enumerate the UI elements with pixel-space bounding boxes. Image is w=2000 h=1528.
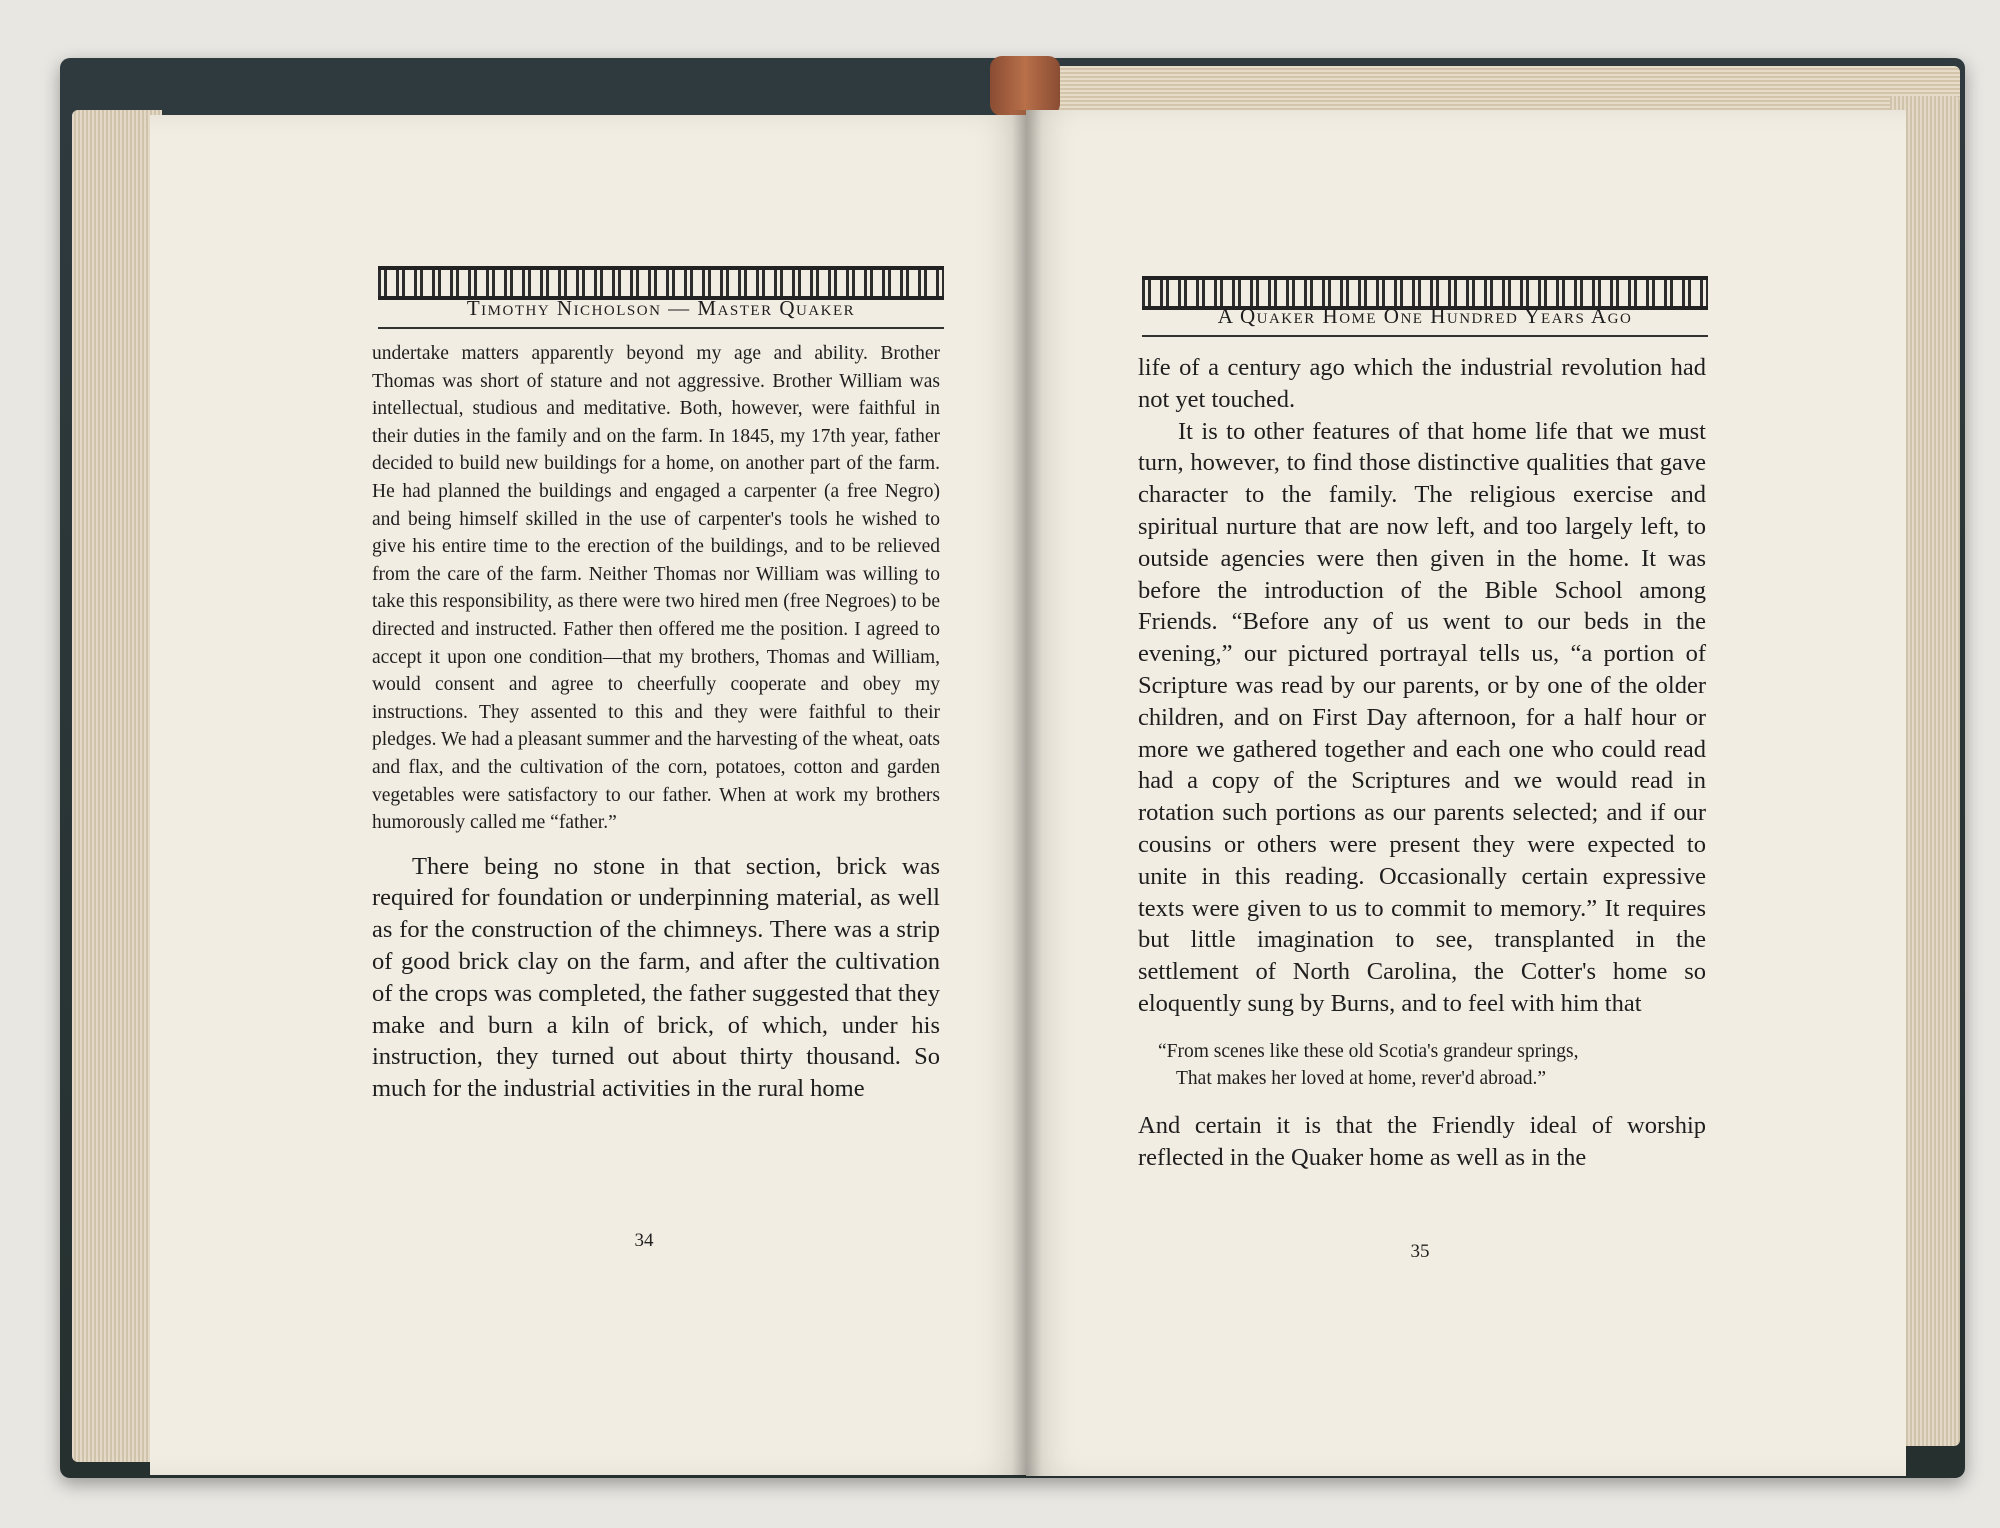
page-edges-left <box>72 110 162 1462</box>
left-header-ornament <box>378 266 944 300</box>
burns-quotation <box>1158 1038 1706 1092</box>
right-page-body <box>1138 352 1706 1173</box>
right-page-number: 35 <box>1410 1241 1430 1262</box>
right-paragraph-1: life of a century ago which the industrial revolution had not yet touched. <box>1138 354 1706 413</box>
right-paragraph-3: And certain it is that the Friendly ideal of worship reflected in the Quaker home as well as in the <box>1138 1111 1706 1171</box>
left-paragraph-1: undertake matters apparently beyond my age and ability. Brother Thomas was short of stature and not aggressive. Brother William was intellectual, studious and meditative. Both, however, were faithful in their duties in the family and on the farm. In 1845, my 17th year, father decided to build new buildings for a home, on another part of the farm. He had planned the buildings and engaged a carpenter (a free Negro) and being himself skilled in the use of carpenter's tools he wished to give his entire time to the erection of the buildings, and to be relieved from the care of the farm. Neither Thomas nor William was willing to take this responsibility, as there were two hired men (free Negroes) to be directed and instructed. Father then offered me the position. I agreed to accept it upon one condition—that my brothers, Thomas and William, would consent and agree to cheerfully cooperate and obey my instructions. They assented to this and they were faithful to their pledges. We had a pleasant summer and the harvesting of the wheat, oats and flax, and the cultivation of the corn, potatoes, cotton and garden vegetables were satisfactory to our father. When at work my brothers humorously called me “father.” <box>372 343 940 834</box>
left-paragraph-2: There being no stone in that section, brick was required for foundation or underpinning material, as well as for the construction of the chimneys. There was a strip of good brick clay on the farm, and after the cultivation of the crops was completed, the father suggested that they make and burn a kiln of brick, of which, under his instruction, they turned out about thirty thousand. So much for the industrial activities in the rural home <box>372 852 940 1103</box>
left-running-head: Timothy Nicholson — Master Quaker <box>378 296 944 329</box>
gutter-shadow <box>1012 110 1042 1476</box>
right-paragraph-2: It is to other features of that home life that we must turn, however, to find those distinctive qualities that gave character to the family. The religious exercise and spiritual nurture that are now left, and too largely left, to outside agencies were then given in the home. It was before the introduction of the Bible School among Friends. “Before any of us went to our beds in the evening,” our pictured portrayal tells us, “a portion of Scripture was read by our parents, or by one of the older children, and on First Day afternoon, for a half hour or more we gathered together and each one who could read had a copy of the Scriptures and we would read in rotation such portions as our parents selected; and if our cousins or others were present they were expected to unite in this reading. Occasionally certain expressive texts were given to us to commit to memory.” It requires but little imagination to see, transplanted in the settlement of North Carolina, the Cotter's home so eloquently sung by Burns, and to feel with him that <box>1138 417 1706 1017</box>
left-page-body <box>372 340 940 1105</box>
right-running-head: A Quaker Home One Hundred Years Ago <box>1142 304 1708 337</box>
quote-line-2: That makes her loved at home, rever'd abroad.” <box>1176 1067 1547 1089</box>
quote-line-1: “From scenes like these old Scotia's grandeur springs, <box>1158 1040 1579 1062</box>
spine-headband <box>990 56 1060 116</box>
left-page-number: 34 <box>634 1230 654 1251</box>
